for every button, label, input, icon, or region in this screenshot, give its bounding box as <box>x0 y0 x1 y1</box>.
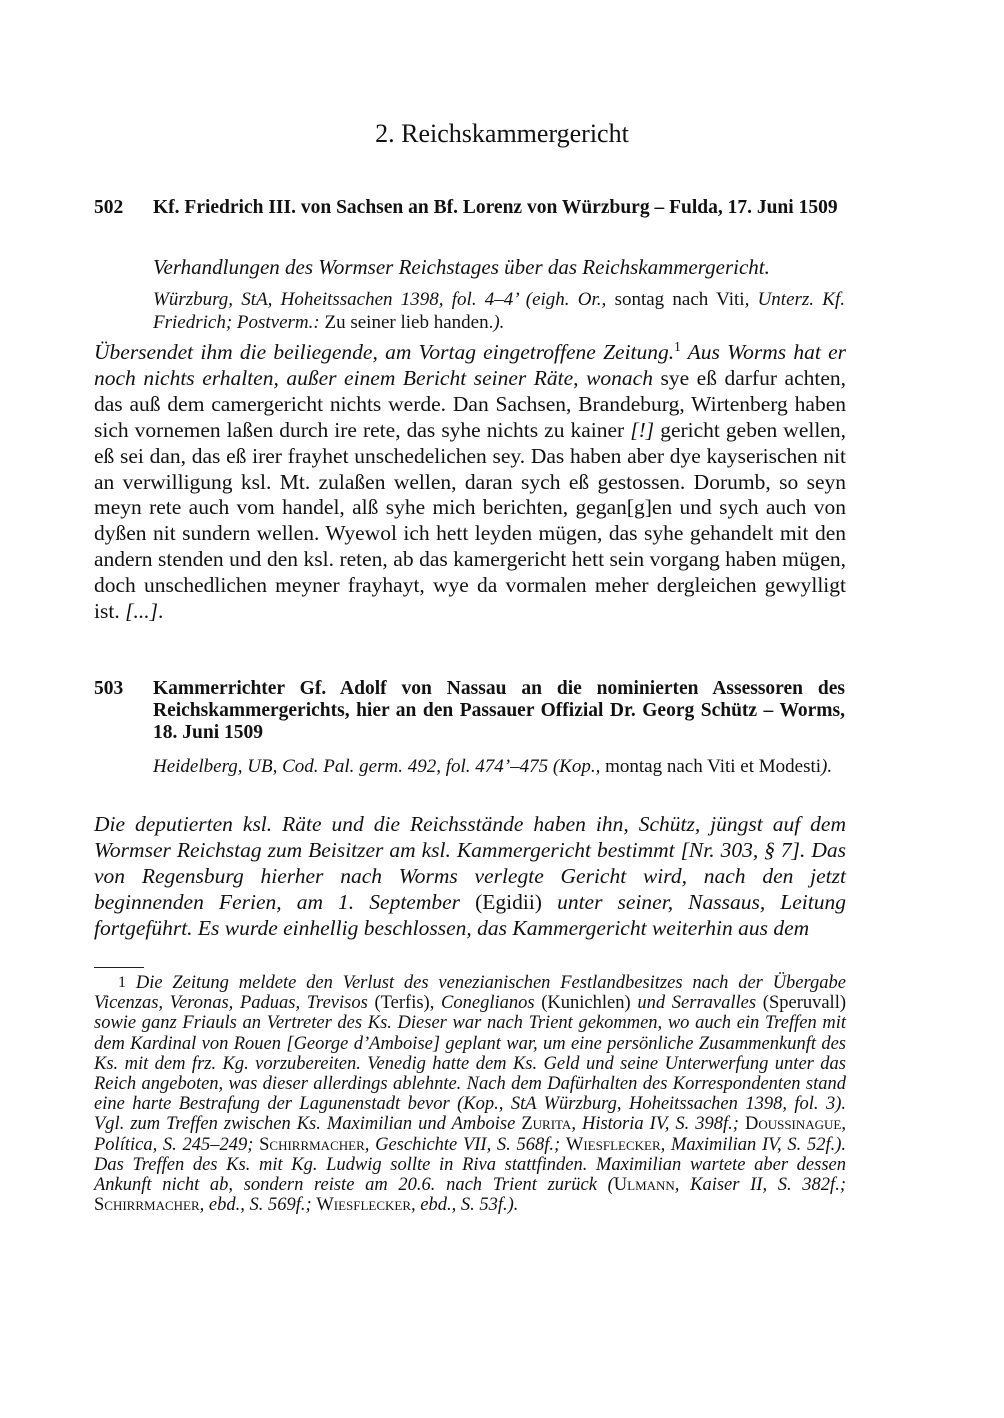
doc-503-source-close: ). <box>821 756 833 777</box>
footnote-text-4: sowie ganz Friauls an Vertreter des Ks. Dieser war nach Trient gekommen, wo auch ein Treffen mit dem Kardinal von Rouen [George d’Amboise] geplant war, um eine persönliche Zusammenkunft des Ks. mit dem frz. Kg. vorzubereiten. Venedig hatte dem Ks. Geld und seine Unterwerfung unter das Reich angeboten, was dieser allerdings ablehnte. Nach dem Dafürhalten des Korrespondenten stand eine harte Bestrafung der Lagunenstadt bevor (Kop., StA Würzburg, Hoheitssachen 1398, fol. 3). Vgl. zum Treffen zwischen Ks. Maximilian und Amboise <box>94 1013 846 1135</box>
doc-503-body-italic1: Die deputierten ksl. Räte und die Reichsstände haben ihn, Schütz, jüngst auf dem Wormser Reichstag zum Beisitzer am ksl. Kammergericht bestimmt [Nr. 303, § 7]. Das von Regensburg hierher nach Worms verlegte Gericht wird, nach den jetzt beginnenden Ferien, am 1. September <box>94 812 846 914</box>
doc-502-title: Kf. Friedrich III. von Sachsen an Bf. Lorenz von Würzburg – Fulda, 17. Juni 1509 <box>153 197 838 218</box>
doc-502-quote-part2: gericht geben wellen, eß sei dan, das eß irer frayhet unschedelichen sey. Das haben aber dye kayserischen nit an verwilligung ksl. Mt. zulaßen wellen, daran sych eß gestossen. Dorumb, so seyn meyn rete auch vom handel, alß syhe mich berichten, gegan[g]en und sych auch von dyßen nit sundern wellen. Wyewol ich hett leyden mügen, das syhe gehandelt mit den andern stenden und den ksl. reten, ab das kamergericht hett sein vorgang haben mügen, doch unschedlichen meyner frayhayt, wye da vormalen meher dergleichen gewylligt ist. <box>94 417 846 624</box>
footnote-text-3: und Serravalles <box>637 993 757 1014</box>
footnote-author-1: Zurita <box>521 1114 572 1135</box>
doc-502-ellipsis: [...] <box>125 599 158 624</box>
doc-503-egidii: (Egidii) <box>460 889 558 914</box>
footnote-author-2: Doussinague <box>744 1114 842 1135</box>
doc-502-summary: Verhandlungen des Wormser Reichstages über das Reichskammergericht. <box>153 255 770 279</box>
doc-502-source-postscript: Zu seiner lieb handen. <box>324 312 494 333</box>
footnote-author-3: Schirrmacher <box>259 1134 365 1155</box>
footnote-ref-6: , ebd., S. 569f.; <box>199 1195 317 1216</box>
footnote-ref-1: , Historia IV, S. 398f.; <box>571 1114 745 1135</box>
footnote-plain-2: (Kunichlen) <box>534 993 638 1014</box>
section-heading: 2. Reichskammergericht <box>375 119 629 148</box>
doc-503-source <box>153 755 845 778</box>
footnote-text-1: Die Zeitung meldete den Verlust des venezianischen Festlandbesitzes nach der Übergabe Vicenzas, Veronas, Paduas, Trevisos <box>94 973 846 1014</box>
doc-502-intro: Übersendet ihm die beiliegende, am Vortag eingetroffene Zeitung. <box>94 340 675 364</box>
footnote-author-7: Wiesflecker <box>316 1195 412 1216</box>
doc-503-number: 503 <box>94 678 124 699</box>
footnote-ref-7: , ebd., S. 53f.). <box>411 1195 519 1216</box>
doc-503-body <box>94 812 846 942</box>
footnote-ref-1[interactable]: 1 <box>674 338 681 354</box>
footnote-ref-3: , Geschichte VII, S. 568f.; <box>364 1134 566 1155</box>
footnote-ref-4: , Maximilian IV, S. 52f.). Das Treffen des Ks. mit Kg. Ludwig sollte in Riva stattfinden. Maximilian wartete aber dessen Ankunft nicht ab, sondern reiste am 20.6. nach Trient zurück ( <box>94 1134 847 1196</box>
doc-503-source-date: montag nach Viti et Modesti <box>605 756 822 777</box>
doc-502-source <box>153 288 845 334</box>
doc-502-intro2: Aus Worms hat er noch nichts erhalten, außer einem Bericht seiner Räte, wonach <box>94 340 846 390</box>
footnote-plain-3: (Speruvall) <box>756 993 847 1014</box>
doc-502-number: 502 <box>94 197 124 218</box>
footnote-rule <box>94 967 144 968</box>
footnote-1-marker: 1 <box>118 974 126 991</box>
footnote-text-2: Coneglianos <box>441 993 535 1014</box>
doc-502-source-subscription: , Unterz. Kf. Friedrich; Postverm.: <box>153 289 845 333</box>
footnote-ref-5: , Kaiser II, S. 382f.; <box>674 1175 846 1196</box>
doc-502-sic: [!] <box>630 417 655 442</box>
doc-502-body <box>94 340 846 625</box>
doc-502-source-archive: Würzburg, StA, Hoheitssachen 1398, fol. 4–4’ (eigh. Or., <box>153 289 615 310</box>
footnote-author-6: Schirrmacher <box>94 1195 200 1216</box>
footnote-1 <box>94 973 846 1215</box>
doc-503-title: Kammerrichter Gf. Adolf von Nassau an die nominierten Assessoren des Reichskammergerichts, hier an den Passauer Offizial Dr. Georg Schütz – Worms, 18. Juni 1509 <box>153 678 845 743</box>
doc-503-body-italic2: unter seiner, Nassaus, Leitung fortgeführt. Es wurde einhellig beschlossen, das Kammergericht weiterhin aus dem <box>94 889 846 940</box>
doc-503-source-archive: Heidelberg, UB, Cod. Pal. germ. 492, fol. 474’–475 (Kop., <box>153 756 606 777</box>
doc-502-source-date: sontag nach Viti <box>614 289 745 310</box>
doc-502-end: . <box>157 599 164 624</box>
doc-502-source-close: ). <box>493 312 505 333</box>
footnote-author-4: Wiesflecker <box>565 1134 661 1155</box>
footnote-author-5: Ulmann <box>613 1175 675 1196</box>
footnote-plain-1: (Terfis), <box>367 993 442 1014</box>
doc-502-quote-part1: sye eß darfur achten, das auß dem camergericht nichts werde. Dan Sachsen, Brandeburg, Wirtenberg haben sich vornemen laßen durch ire rete, das syhe nichts zu kainer <box>94 365 846 442</box>
footnote-ref-2: , Política, S. 245–249; <box>94 1114 846 1155</box>
